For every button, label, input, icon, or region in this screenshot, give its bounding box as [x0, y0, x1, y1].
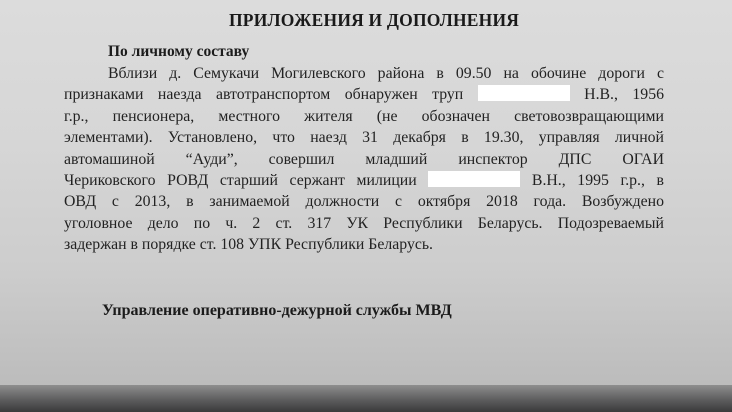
- page-shadow: [0, 385, 732, 412]
- line-text: признаками наезда автотранспортом обнаружен труп: [64, 86, 464, 104]
- paragraph-line: задержан в порядке ст. 108 УПК Республики Беларусь.: [64, 236, 434, 254]
- paragraph-line: элементами). Установлено, что наезд 31 декабря в 19.30, управляя личной: [64, 129, 664, 147]
- page-title: ПРИЛОЖЕНИЯ И ДОПОЛНЕНИЯ: [229, 10, 520, 30]
- line-text: В.Н., 1995 г.р., в: [531, 172, 665, 190]
- paragraph-line: автомашиной “Ауди”, совершил младший инспектор ДПС ОГАИ: [64, 150, 664, 168]
- section-heading: По личному составу: [108, 43, 250, 60]
- line-text: Н.В., 1956: [584, 86, 664, 104]
- line-text: Чериковского РОВД старший сержант милиции: [64, 172, 417, 190]
- paragraph-line: [64, 84, 664, 105]
- redacted-name-box: [428, 171, 520, 187]
- paragraph-line: уголовное дело по ч. 2 ст. 317 УК Республики Беларусь. Подозреваемый: [64, 214, 664, 232]
- footer-heading: Управление оперативно-дежурной службы МВД: [102, 302, 452, 319]
- redacted-name-box: [478, 85, 570, 101]
- paragraph-line: ОВД с 2013, в занимаемой должности с октября 2018 года. Возбуждено: [64, 193, 664, 211]
- report-paragraph: [64, 63, 664, 256]
- paragraph-line: Вблизи д. Семукачи Могилевского района в 09.50 на обочине дороги с: [108, 65, 664, 82]
- paragraph-line: г.р., пенсионера, местного жителя (не обозначен световозвращающими: [64, 107, 664, 125]
- paragraph-line: [64, 170, 664, 191]
